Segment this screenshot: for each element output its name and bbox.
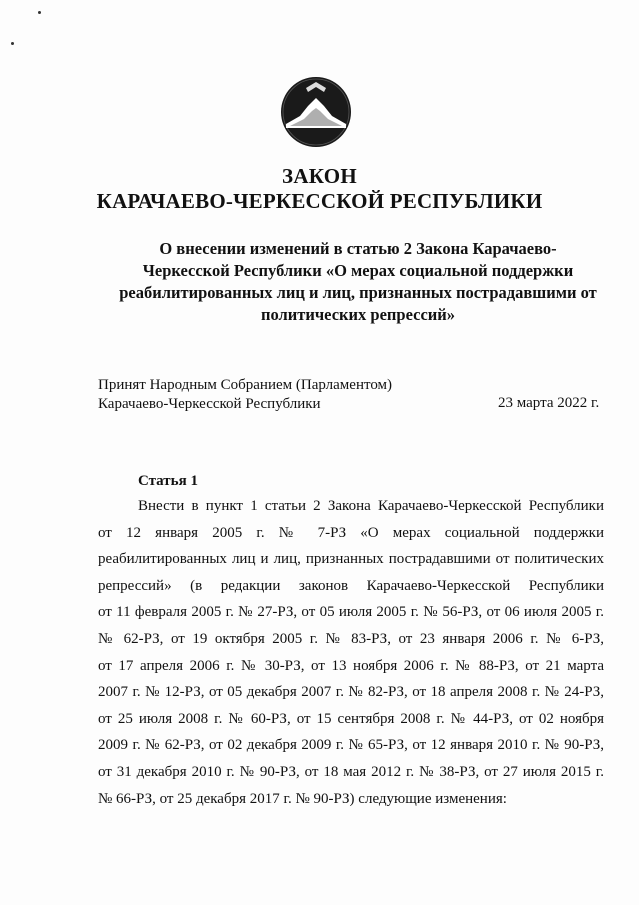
adoption-statement	[98, 376, 392, 414]
subtitle-line: реабилитированных лиц и лиц, признанных пострадавшими от	[119, 283, 597, 302]
adoption-date: 23 марта 2022 г.	[498, 395, 600, 411]
article-line: от 31 декабря 2010 г. № 90-РЗ, от 18 мая 2012 г. № 38-РЗ, от 27 июля 2015 г.	[98, 763, 604, 780]
article-line: репрессий» (в редакции законов Карачаево-Черкесской Республики	[98, 577, 604, 594]
law-issuer: КАРАЧАЕВО-ЧЕРКЕССКОЙ РЕСПУБЛИКИ	[96, 189, 543, 213]
adoption-line: Принят Народным Собранием (Парламентом)	[98, 377, 393, 393]
article-line: от 25 июля 2008 г. № 60-РЗ, от 15 сентября 2008 г. № 44-РЗ, от 02 ноября	[98, 710, 604, 727]
coat-of-arms-icon	[280, 76, 352, 148]
article-body	[98, 493, 604, 812]
article-line: № 62-РЗ, от 19 октября 2005 г. № 83-РЗ, от 23 января 2006 г. № 6-РЗ,	[98, 630, 604, 647]
article-line: Внести в пункт 1 статьи 2 Закона Карачаево-Черкесской Республики	[138, 498, 604, 514]
article-line: реабилитированных лиц и лиц, признанных пострадавшими от политических	[98, 551, 604, 568]
law-title: ЗАКОН	[281, 164, 358, 188]
subtitle-line: политических репрессий»	[260, 305, 456, 324]
subtitle-line: Черкесской Республики «О мерах социальной поддержки	[142, 261, 574, 280]
article-line: от 11 февраля 2005 г. № 27-РЗ, от 05 июля 2005 г. № 56-РЗ, от 06 июля 2005 г.	[98, 604, 604, 621]
scan-speck	[38, 11, 41, 14]
article-line: № 66-РЗ, от 25 декабря 2017 г. № 90-РЗ) следующие изменения:	[98, 790, 507, 807]
scan-speck	[11, 42, 14, 45]
article-line: от 12 января 2005 г. № 7-РЗ «О мерах социальной поддержки	[98, 524, 604, 541]
article-line: 2007 г. № 12-РЗ, от 05 декабря 2007 г. № 82-РЗ, от 18 апреля 2008 г. № 24-РЗ,	[98, 684, 604, 701]
article-line: от 17 апреля 2006 г. № 30-РЗ, от 13 ноября 2006 г. № 88-РЗ, от 21 марта	[98, 657, 604, 674]
subtitle-line: О внесении изменений в статью 2 Закона Карачаево-	[159, 239, 557, 258]
law-subtitle	[98, 238, 618, 326]
article-heading: Статья 1	[138, 473, 198, 489]
adoption-line: Карачаево-Черкесской Республики	[98, 396, 321, 412]
article-line: 2009 г. № 62-РЗ, от 02 декабря 2009 г. № 65-РЗ, от 12 января 2010 г. № 90-РЗ,	[98, 737, 604, 754]
